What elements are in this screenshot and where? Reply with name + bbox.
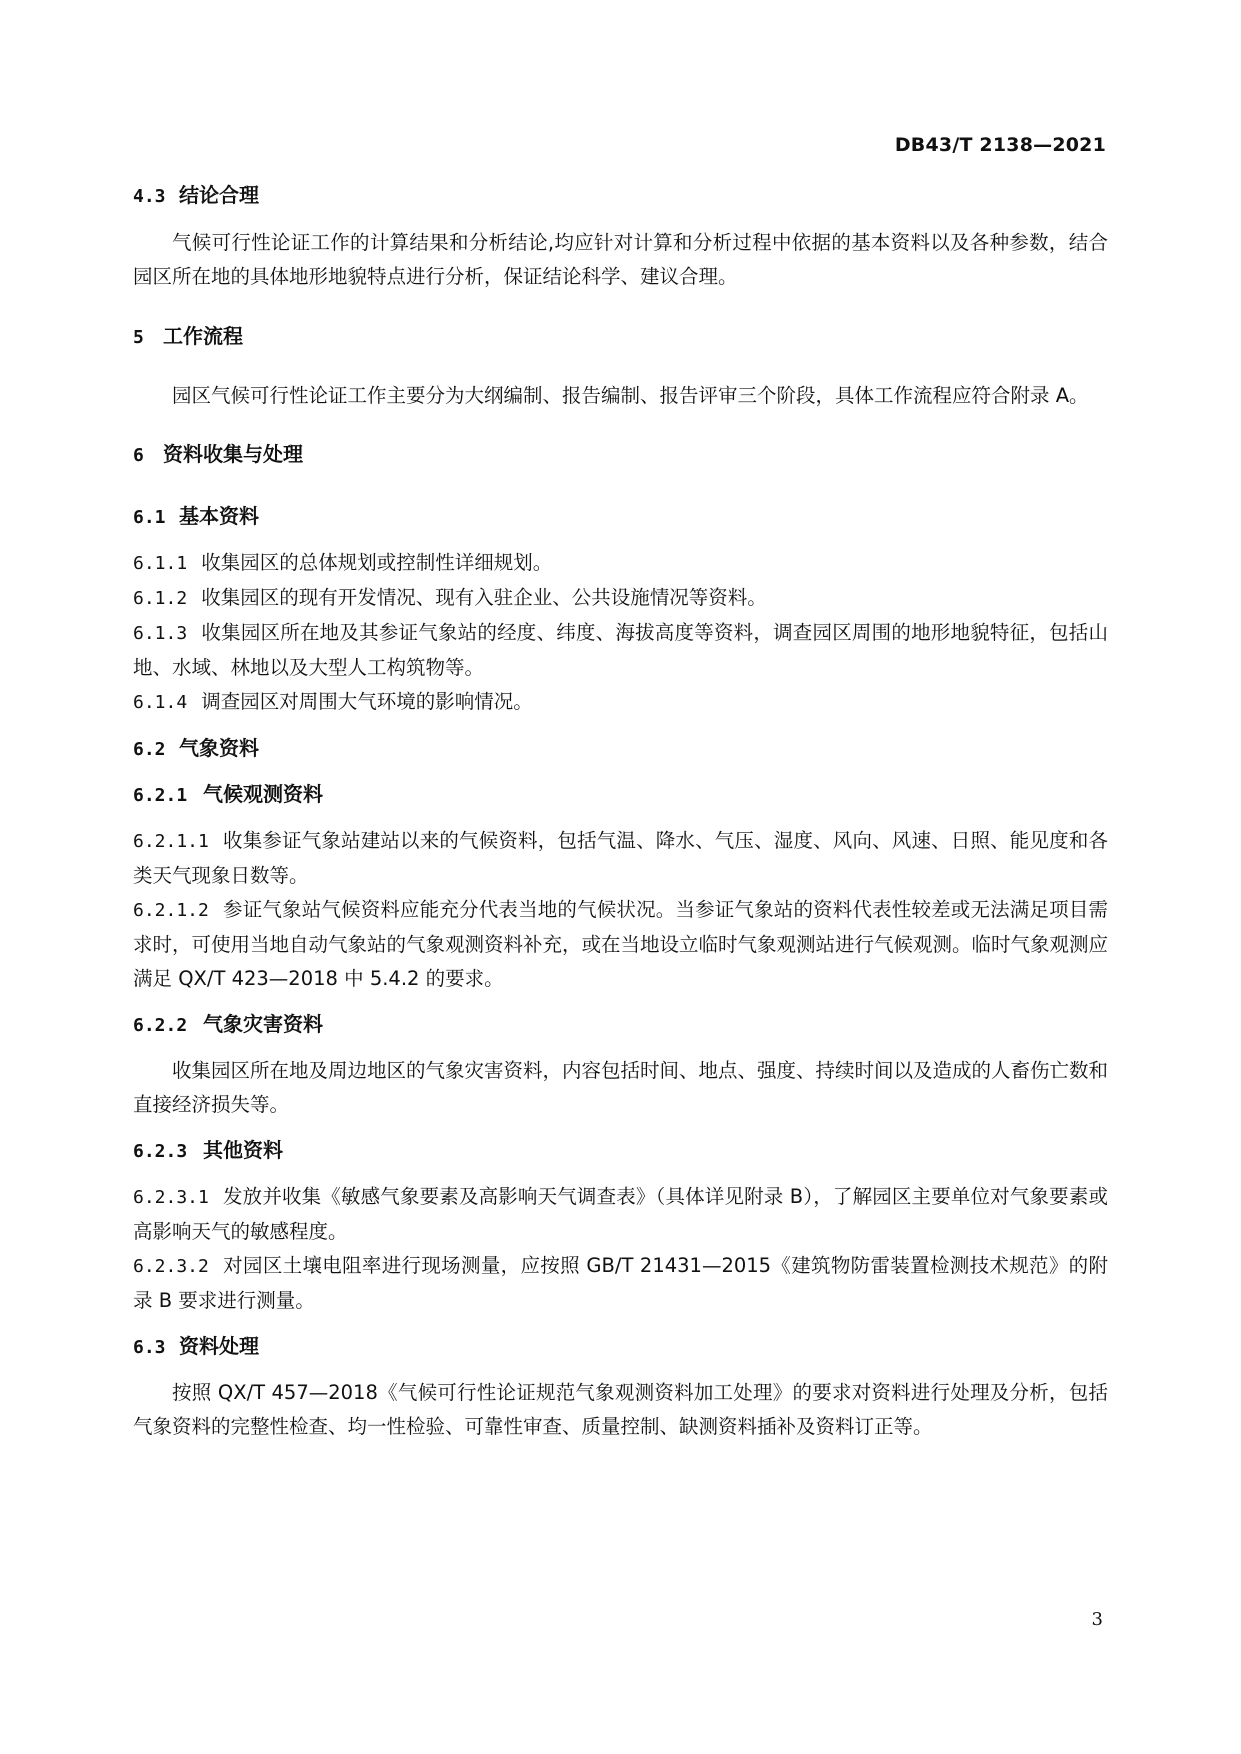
section-number: 6.1 xyxy=(133,507,166,528)
clause-6-1-1 xyxy=(133,546,1108,581)
clause-number: 6.1.3 xyxy=(133,623,188,644)
paragraph-5: 园区气候可行性论证工作主要分为大纲编制、报告编制、报告评审三个阶段，具体工作流程应符合附录 A。 xyxy=(172,384,1089,407)
clause-number: 6.1.1 xyxy=(133,553,188,574)
clause-6-1-2 xyxy=(133,581,1108,616)
page-number: 3 xyxy=(1091,1609,1103,1630)
section-number: 6.2.2 xyxy=(133,1015,188,1036)
clause-text: 发放并收集《敏感气象要素及高影响天气调查表》（具体详见附录 B），了解园区主要单位对气象要素或高影响天气的敏感程度。 xyxy=(133,1185,1108,1243)
standard-code: DB43/T 2138—2021 xyxy=(894,134,1106,156)
section-heading-6-2-3 xyxy=(133,1133,1108,1169)
clause-text: 收集园区的现有开发情况、现有入驻企业、公共设施情况等资料。 xyxy=(201,586,767,609)
section-number: 4.3 xyxy=(133,186,166,207)
section-heading-4-3 xyxy=(133,178,1108,214)
section-title: 工作流程 xyxy=(163,324,243,348)
clause-6-1-4 xyxy=(133,685,1108,720)
section-number: 6.2.3 xyxy=(133,1141,188,1162)
clause-number: 6.1.4 xyxy=(133,692,188,713)
clause-6-2-1-2 xyxy=(133,893,1108,996)
clause-text: 参证气象站气候资料应能充分代表当地的气候状况。当参证气象站的资料代表性较差或无法满足项目需求时，可使用当地自动气象站的气象观测资料补充，或在当地设立临时气象观测站进行气候观测。临时气象观测应满足 QX/T 423—2018 中 5.4.2 的要求。 xyxy=(133,898,1109,990)
clause-number: 6.2.1.1 xyxy=(133,831,209,852)
section-heading-6-2-1 xyxy=(133,777,1108,813)
clause-6-1-3 xyxy=(133,616,1108,685)
section-number: 6.3 xyxy=(133,1337,166,1358)
clause-text: 对园区土壤电阻率进行现场测量，应按照 GB/T 21431—2015《建筑物防雷装置检测技术规范》的附录 B 要求进行测量。 xyxy=(133,1254,1108,1312)
section-number: 6.2.1 xyxy=(133,785,188,806)
section-heading-6-3 xyxy=(133,1329,1108,1365)
paragraph-6-2-2: 收集园区所在地及周边地区的气象灾害资料，内容包括时间、地点、强度、持续时间以及造成的人畜伤亡数和直接经济损失等。 xyxy=(133,1059,1109,1116)
section-title: 结论合理 xyxy=(179,183,259,207)
section-title: 资料处理 xyxy=(179,1334,259,1358)
section-number: 6 xyxy=(133,445,144,466)
clause-text: 调查园区对周围大气环境的影响情况。 xyxy=(201,690,533,713)
clause-6-2-3-2 xyxy=(133,1249,1108,1318)
section-heading-6 xyxy=(133,437,1108,473)
document-body xyxy=(133,178,1108,1444)
clause-text: 收集园区的总体规划或控制性详细规划。 xyxy=(201,551,553,574)
section-number: 5 xyxy=(133,327,144,348)
section-heading-6-2-2 xyxy=(133,1007,1108,1043)
clause-number: 6.2.1.2 xyxy=(133,900,209,921)
section-title: 气候观测资料 xyxy=(203,782,323,806)
section-title: 资料收集与处理 xyxy=(163,442,303,466)
section-heading-5 xyxy=(133,319,1108,355)
clause-6-2-3-1 xyxy=(133,1180,1108,1249)
clause-number: 6.1.2 xyxy=(133,588,188,609)
clause-number: 6.2.3.2 xyxy=(133,1256,209,1277)
paragraph-4-3: 气候可行性论证工作的计算结果和分析结论,均应针对计算和分析过程中依据的基本资料以及各种参数，结合园区所在地的具体地形地貌特点进行分析，保证结论科学、建议合理。 xyxy=(133,231,1108,288)
section-heading-6-2 xyxy=(133,731,1108,767)
section-heading-6-1 xyxy=(133,499,1108,535)
section-title: 其他资料 xyxy=(203,1138,283,1162)
section-title: 气象资料 xyxy=(179,736,259,760)
clause-6-2-1-1 xyxy=(133,824,1108,893)
section-title: 气象灾害资料 xyxy=(203,1012,323,1036)
clause-number: 6.2.3.1 xyxy=(133,1187,209,1208)
paragraph-6-3: 按照 QX/T 457—2018《气候可行性论证规范气象观测资料加工处理》的要求对资料进行处理及分析，包括气象资料的完整性检查、均一性检验、可靠性审查、质量控制、缺测资料插补及资料订正等。 xyxy=(133,1381,1108,1438)
clause-text: 收集参证气象站建站以来的气候资料，包括气温、降水、气压、湿度、风向、风速、日照、能见度和各类天气现象日数等。 xyxy=(133,829,1108,887)
section-number: 6.2 xyxy=(133,739,166,760)
clause-text: 收集园区所在地及其参证气象站的经度、纬度、海拔高度等资料，调查园区周围的地形地貌特征，包括山地、水域、林地以及大型人工构筑物等。 xyxy=(133,621,1108,679)
section-title: 基本资料 xyxy=(179,504,259,528)
